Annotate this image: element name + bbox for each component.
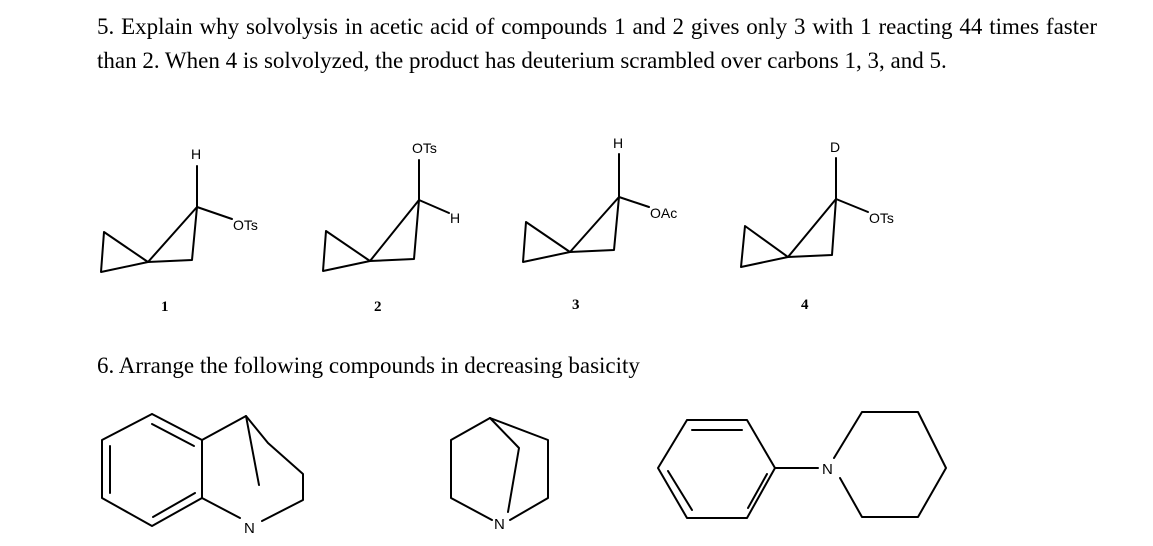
compound-3-structure — [523, 135, 677, 313]
basicity-compound-c-structure — [658, 412, 946, 518]
compound-1-structure — [101, 146, 258, 315]
compound-1-side-label: OTs — [233, 217, 258, 233]
compound-4-side-label: OTs — [869, 210, 894, 226]
compound-3-number: 3 — [572, 297, 580, 313]
basicity-compound-c-nitrogen: N — [822, 461, 833, 478]
question-6-text: 6. Arrange the following compounds in decreasing basicity — [97, 353, 640, 378]
compound-2-number: 2 — [374, 299, 382, 315]
compound-2-top-label: OTs — [412, 140, 437, 156]
compound-1-top-label: H — [191, 146, 202, 162]
basicity-compound-a-structure — [102, 414, 303, 537]
compound-4-number: 4 — [801, 297, 809, 313]
basicity-compound-a-nitrogen: N — [244, 520, 255, 537]
question-5-text: 5. Explain why solvolysis in acetic acid of compounds 1 and 2 gives only 3 with 1 reacting 44 times faster than 2. When 4 is solvolyzed, the product has deuterium scrambled over carbons 1, 3, and 5. — [97, 14, 1097, 73]
compound-3-top-label: H — [613, 135, 624, 151]
compound-2-side-label: H — [450, 210, 461, 226]
compound-4-structure — [741, 139, 894, 313]
basicity-compound-b-nitrogen: N — [494, 516, 505, 533]
compound-2-structure — [323, 140, 460, 315]
compound-1-number: 1 — [161, 299, 169, 315]
compound-3-side-label: OAc — [650, 205, 678, 221]
compound-4-top-label: D — [830, 139, 841, 155]
basicity-compound-b-structure — [451, 418, 548, 533]
